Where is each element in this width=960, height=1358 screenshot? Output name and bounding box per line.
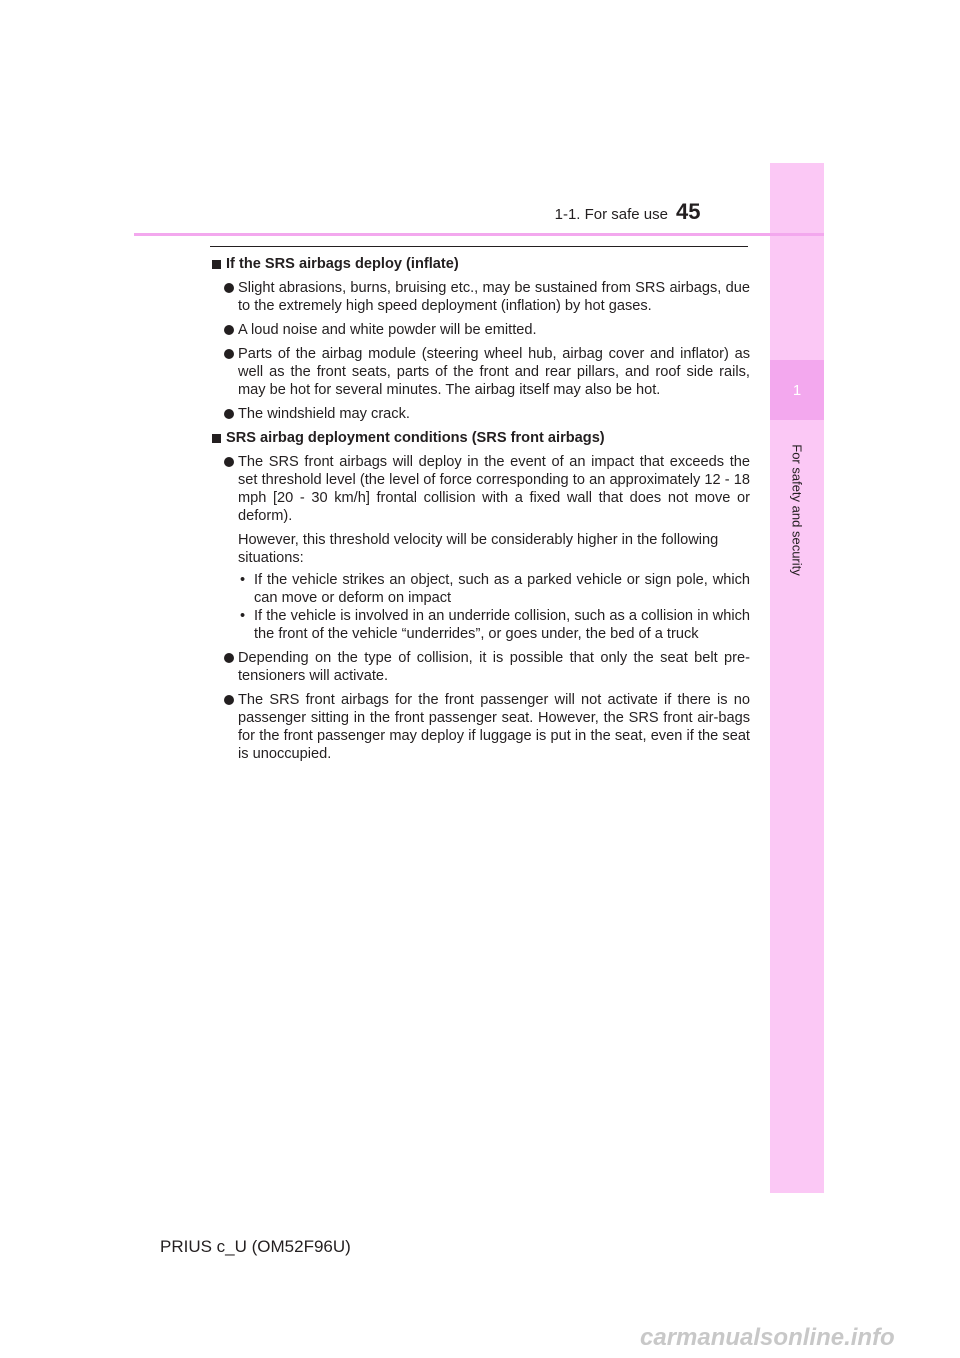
square-bullet-icon: [212, 260, 221, 269]
page-content: [210, 255, 750, 769]
round-bullet-icon: [224, 457, 234, 467]
sub-list-item: • If the vehicle is involved in an underride collision, such as a collision in which the front of the vehicle “underrides”, or goes under, the bed of a truck: [240, 608, 750, 642]
content-top-rule: [210, 246, 748, 247]
section-title: 1-1. For safe use: [554, 206, 668, 223]
dot-bullet-icon: •: [240, 572, 246, 588]
page-number: 45: [676, 199, 701, 224]
list-item: A loud noise and white powder will be emitted.: [210, 321, 750, 339]
chapter-title: For safety and security: [789, 444, 805, 576]
section-heading-deployment-conditions: SRS airbag deployment conditions (SRS front airbags): [210, 429, 750, 447]
round-bullet-icon: [224, 349, 234, 359]
sub-list-item: • If the vehicle strikes an object, such as a parked vehicle or sign pole, which can move or deform on impact: [240, 572, 750, 606]
list-item: Parts of the airbag module (steering wheel hub, airbag cover and inflator) as well as the front seats, parts of the front and rear pillars, and roof side rails, may be hot for several minutes. The airbag itself may also be hot.: [210, 345, 750, 399]
list-item: The windshield may crack.: [210, 405, 750, 423]
header-divider: [134, 233, 824, 236]
watermark: carmanualsonline.info: [640, 1324, 895, 1351]
round-bullet-icon: [224, 283, 234, 293]
round-bullet-icon: [224, 695, 234, 705]
chapter-side-tab: [770, 163, 824, 1193]
square-bullet-icon: [212, 434, 221, 443]
dot-bullet-icon: •: [240, 608, 246, 624]
footer-model: PRIUS c_U (OM52F96U): [160, 1237, 351, 1256]
chapter-number: 1: [770, 360, 824, 420]
threshold-paragraph: However, this threshold velocity will be considerably higher in the following situations:: [238, 532, 719, 566]
chapter-title-vertical: [770, 430, 824, 590]
list-item: Slight abrasions, burns, bruising etc., may be sustained from SRS airbags, due to the extremely high speed deployment (inflation) by hot gases.: [210, 279, 750, 315]
round-bullet-icon: [224, 409, 234, 419]
list-item: The SRS front airbags will deploy in the event of an impact that exceeds the set threshold level (the level of force corresponding to an approximately 12 - 18 mph [20 - 30 km/h] frontal collision with a fixed wall that does not move or deform).: [210, 453, 750, 525]
section-heading-airbags-deploy: If the SRS airbags deploy (inflate): [210, 255, 750, 273]
round-bullet-icon: [224, 325, 234, 335]
round-bullet-icon: [224, 653, 234, 663]
list-item: The SRS front airbags for the front passenger will not activate if there is no passenger sitting in the front passenger seat. However, the SRS front air-bags for the front passenger may deploy if luggage is put in the seat, even if the seat is unoccupied.: [210, 691, 750, 763]
list-item: Depending on the type of collision, it is possible that only the seat belt pre-tensioners will activate.: [210, 649, 750, 685]
